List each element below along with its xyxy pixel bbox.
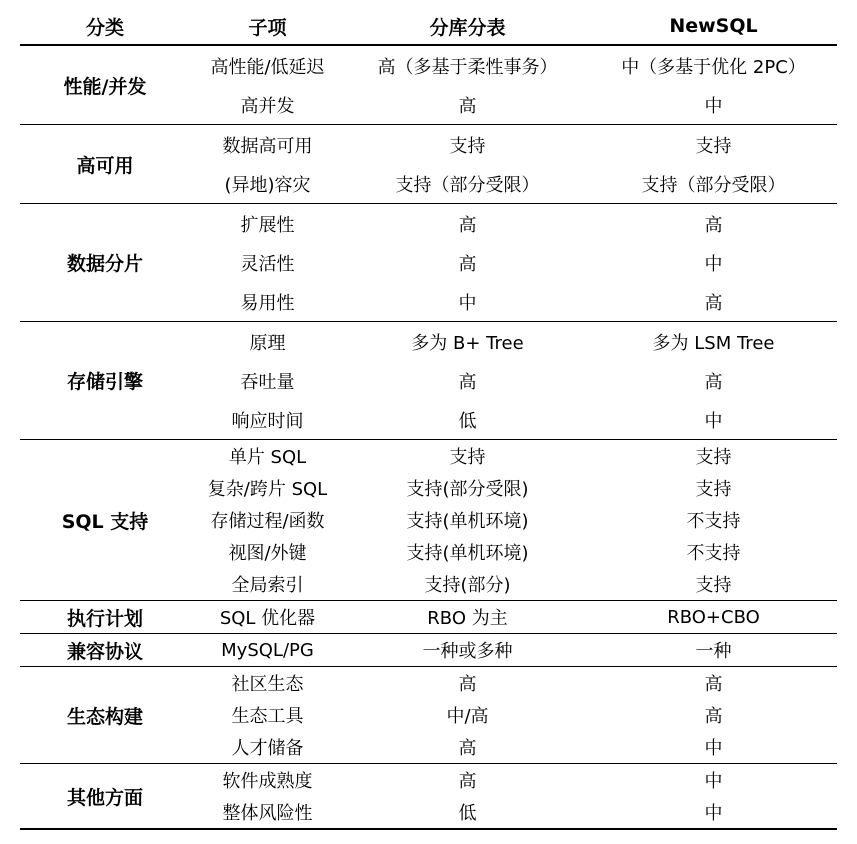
subitem-cell: 吞吐量 (240, 371, 295, 393)
newsql-cell: 中 (590, 796, 837, 829)
newsql-cell: 中 (590, 400, 837, 440)
sharding-cell: 高 (458, 214, 477, 236)
sharding-cell: 中/高 (446, 706, 489, 727)
sharding-cell: 高 (345, 731, 590, 764)
subitem-cell: 易用性 (190, 282, 345, 322)
subitem-cell: 整体风险性 (190, 796, 345, 829)
subitem-cell: 灵活性 (240, 253, 295, 275)
newsql-cell: 高 (704, 674, 723, 695)
newsql-cell: 中 (704, 771, 723, 792)
category-cell: 数据分片 (20, 204, 190, 322)
newsql-cell: 多为 LSM Tree (652, 332, 775, 354)
category-cell: 执行计划 (20, 601, 190, 634)
header-newsql: NewSQL (590, 8, 837, 45)
newsql-cell: 支持 (695, 479, 732, 500)
subitem-cell: 原理 (249, 332, 286, 354)
sharding-cell: 高（多基于柔性事务） (377, 56, 558, 78)
newsql-cell: 支持（部分受限） (590, 164, 837, 204)
subitem-cell: SQL 优化器 (190, 601, 345, 634)
sharding-cell: 支持 (449, 447, 486, 468)
subitem-cell: MySQL/PG (190, 634, 345, 667)
subitem-cell: 高性能/低延迟 (210, 56, 325, 78)
subitem-cell: 全局索引 (190, 568, 345, 601)
header-sharding: 分库分表 (345, 8, 590, 45)
sharding-cell: 高 (458, 674, 477, 695)
newsql-cell: 支持 (695, 135, 732, 157)
category-cell: 性能/并发 (20, 45, 190, 125)
subitem-cell: 单片 SQL (228, 447, 307, 468)
sharding-cell: 支持(部分受限) (406, 479, 529, 500)
subitem-cell: 视图/外键 (228, 543, 307, 564)
table-row (20, 634, 837, 667)
category-cell: SQL 支持 (20, 440, 190, 601)
sharding-cell: 支持(单机环境) (406, 543, 529, 564)
header-row (20, 8, 837, 45)
newsql-cell: 高 (704, 214, 723, 236)
subitem-cell: 高并发 (190, 85, 345, 125)
category-cell: 高可用 (20, 125, 190, 204)
newsql-cell: 不支持 (686, 511, 741, 532)
newsql-cell: 一种 (590, 634, 837, 667)
sharding-cell: 高 (458, 371, 477, 393)
table-body (20, 45, 837, 829)
category-cell: 生态构建 (20, 667, 190, 764)
newsql-cell: 中（多基于优化 2PC） (621, 56, 806, 78)
header-subitem: 子项 (190, 8, 345, 45)
newsql-cell: 高 (590, 282, 837, 322)
sharding-cell: 支持 (449, 135, 486, 157)
sharding-cell: 支持(部分) (345, 568, 590, 601)
table-row (20, 601, 837, 634)
newsql-cell: 中 (704, 253, 723, 275)
subitem-cell: 生态工具 (231, 706, 304, 727)
sharding-cell: 高 (458, 771, 477, 792)
subitem-cell: 存储过程/函数 (210, 511, 325, 532)
table-row (20, 322, 837, 362)
comparison-table (20, 8, 837, 830)
newsql-cell: 高 (704, 371, 723, 393)
subitem-cell: (异地)容灾 (190, 164, 345, 204)
sharding-cell: RBO 为主 (345, 601, 590, 634)
table-row (20, 667, 837, 700)
sharding-cell: 支持（部分受限） (345, 164, 590, 204)
newsql-cell: 中 (590, 85, 837, 125)
table-row (20, 125, 837, 165)
sharding-cell: 低 (345, 796, 590, 829)
sharding-cell: 中 (345, 282, 590, 322)
sharding-cell: 一种或多种 (345, 634, 590, 667)
newsql-cell: 中 (590, 731, 837, 764)
sharding-cell: 支持(单机环境) (406, 511, 529, 532)
subitem-cell: 人才储备 (190, 731, 345, 764)
sharding-cell: 多为 B+ Tree (411, 332, 524, 354)
table-row (20, 764, 837, 797)
sharding-cell: 高 (458, 253, 477, 275)
subitem-cell: 软件成熟度 (222, 771, 313, 792)
category-cell: 其他方面 (20, 764, 190, 830)
newsql-cell: 支持 (590, 568, 837, 601)
table-row (20, 204, 837, 244)
newsql-cell: 高 (704, 706, 723, 727)
header-category: 分类 (20, 8, 190, 45)
newsql-cell: 不支持 (686, 543, 741, 564)
subitem-cell: 响应时间 (190, 400, 345, 440)
newsql-cell: RBO+CBO (590, 601, 837, 634)
sharding-cell: 低 (345, 400, 590, 440)
category-cell: 存储引擎 (20, 322, 190, 440)
subitem-cell: 社区生态 (231, 674, 304, 695)
subitem-cell: 复杂/跨片 SQL (207, 479, 328, 500)
sharding-cell: 高 (345, 85, 590, 125)
subitem-cell: 数据高可用 (222, 135, 313, 157)
table-row (20, 440, 837, 473)
category-cell: 兼容协议 (20, 634, 190, 667)
newsql-cell: 支持 (695, 447, 732, 468)
subitem-cell: 扩展性 (240, 214, 295, 236)
table-row (20, 45, 837, 85)
